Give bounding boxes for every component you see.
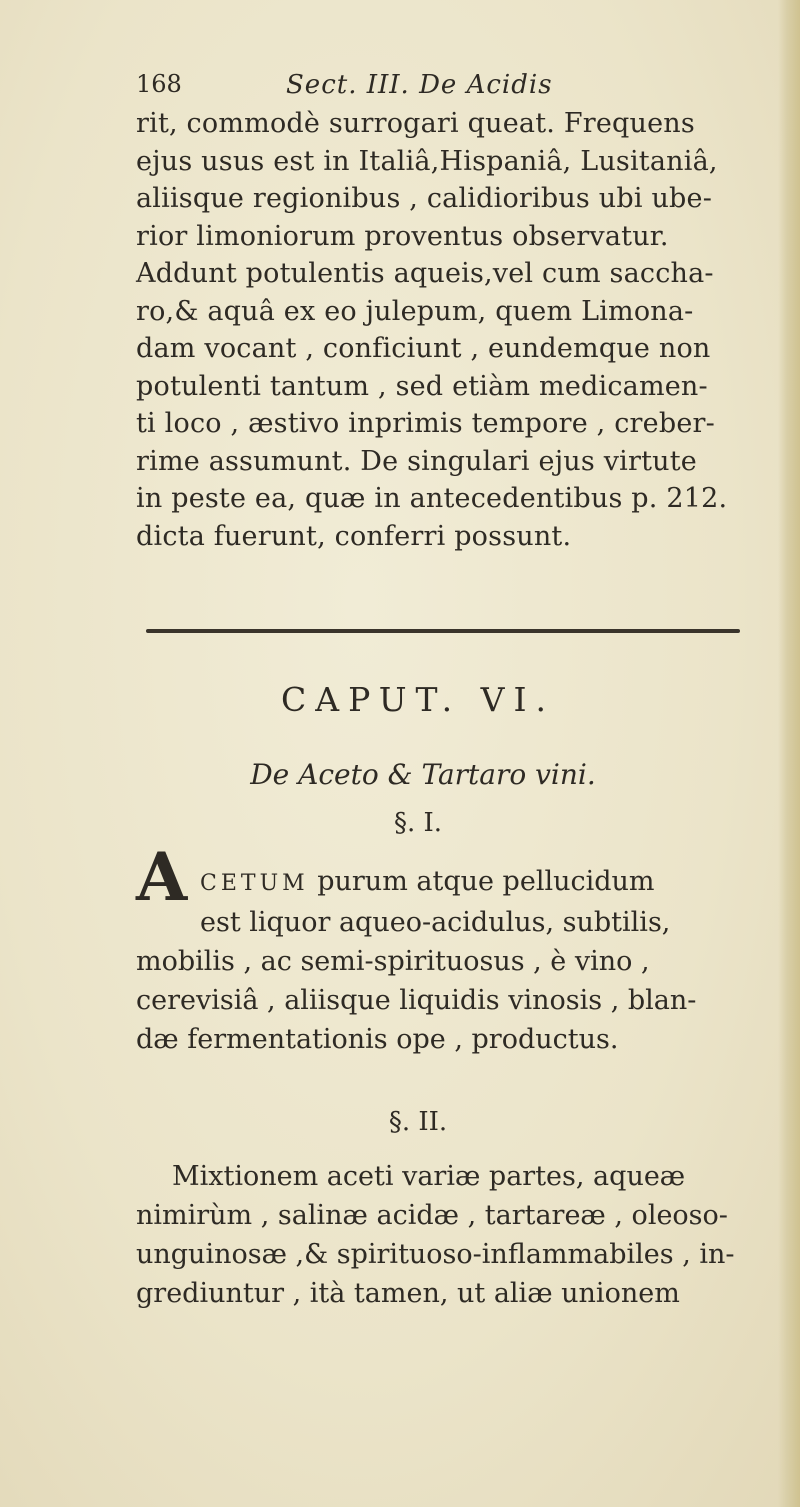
text-line: unguinosæ ,& spirituoso-inflammabiles , in- <box>136 1239 735 1270</box>
first-word: CETUM <box>200 871 309 896</box>
section-label: §. I. <box>393 808 443 838</box>
page-number: 168 <box>136 70 182 98</box>
running-header <box>136 70 696 110</box>
text-line: ro,& aquâ ex eo julepum, quem Limona- <box>136 295 694 327</box>
text-line: grediuntur , ità tamen, ut aliæ unionem <box>136 1278 680 1309</box>
text-line: dam vocant , conficiunt , eundemque non <box>136 333 711 364</box>
chapter-title: CAPUT. VI. <box>280 680 555 719</box>
text-line: ti loco , æstivo inprimis tempore , creber- <box>136 408 715 439</box>
text-line: ejus usus est in Italiâ,Hispaniâ, Lusitaniâ, <box>136 145 718 177</box>
section-label: §. II. <box>388 1107 448 1137</box>
text-line: aliisque regionibus , calidioribus ubi ube- <box>136 183 713 214</box>
text-line <box>136 862 761 903</box>
text-line: dicta fuerunt, conferri possunt. <box>136 520 572 552</box>
text-line: rit, commodè surrogari queat. Frequens <box>136 108 695 139</box>
text-line: nimirùm , salinæ acidæ , tartareæ , oleoso- <box>136 1200 728 1231</box>
text-line: Mixtionem aceti variæ partes, aqueæ <box>172 1161 686 1192</box>
chapter-subtitle: De Aceto & Tartaro vini. <box>250 758 596 791</box>
section-rule <box>146 629 740 633</box>
text-line: est liquor aqueo-acidulus, subtilis, <box>200 907 671 938</box>
text-line: rior limoniorum proventus observatur. <box>136 220 669 252</box>
text-line: mobilis , ac semi-spirituosus , è vino , <box>136 946 650 977</box>
text-line: rime assumunt. De singulari ejus virtute <box>136 445 697 477</box>
text-line: potulenti tantum , sed etiàm medicamen- <box>136 370 708 402</box>
page-edge <box>778 0 800 1507</box>
drop-cap: A <box>136 838 188 916</box>
text-line: dæ fermentationis ope , productus. <box>136 1024 619 1055</box>
preceding-paragraph <box>136 105 761 555</box>
text-line: cerevisiâ , aliisque liquidis vinosis , blan- <box>136 985 697 1016</box>
text-line: Addunt potulentis aqueis,vel cum saccha- <box>136 258 714 289</box>
running-title: Sect. III. De Acidis <box>286 70 553 100</box>
section-1-paragraph <box>136 862 761 1059</box>
text-line: in peste ea, quæ in antecedentibus p. 212. <box>136 483 728 514</box>
text-fragment: purum atque pellucidum <box>308 866 655 897</box>
section-2-paragraph <box>136 1157 761 1313</box>
